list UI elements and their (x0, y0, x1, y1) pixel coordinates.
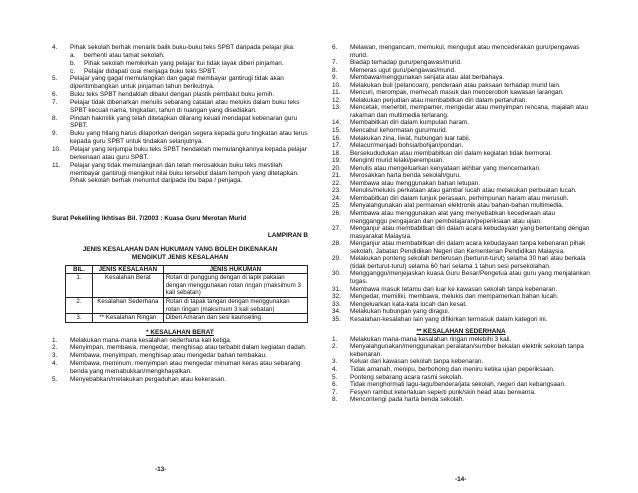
sederhana-heading: ** KESALAHAN SEDERHANA (416, 328, 506, 336)
list-item: 8. Pindah hakmilik yang telah ditetapkan dilarang keuali mendapat kebenaran guru SPBT. (52, 114, 298, 130)
list-item: 7. Fesyen rambut keterlaluan seperti punk/skin head atau berwarna. (332, 388, 536, 396)
circular-title: Surat Pekeliling Ikhtisas Bil. 7/2003 : Kuasa Guru Merotan Murid (52, 215, 247, 223)
list-item: 1. Melakukan mana-mana kesalahan sederhana kali ketiga. (52, 336, 232, 344)
table-title-line2: MENGIKUT JENIS KESALAHAN (131, 253, 229, 261)
page-number-left: -13- (155, 466, 167, 473)
list-item: 16. Melakukan zina, liwat, hubungan luar tabii. (332, 134, 471, 142)
list-item: 1. Melakukan mana-mana kesalahan ringan melebihi 3 kali. (332, 335, 512, 343)
page-number-right: -14- (455, 476, 467, 483)
list-item: 28. Menganjur atau membabitkan diri dalam acara kebudayaan tanpa kebenaran pihak sekolah, Jabatan Pendidikan Negeri dan Kementerian Pendidikan Malaysia. (332, 240, 586, 255)
sederhana-list (332, 336, 590, 404)
list-item: 2. Menyalahgunakan/menggunakan peralatan/sumber bekalan elektrik sekolah tanpa kebenaran. (332, 343, 584, 358)
punishment-table (65, 265, 308, 323)
list-item: 34. Melakukan hubungan yang diragui. (332, 308, 450, 316)
list-item: 26. Membawa atau menggunakan alat yang menyebabkan kecederaan atau mengganggu pengajaran dan pembelajaran/peperiksaan atau ujian. (332, 210, 555, 225)
list-item: 21. Merosakkan harta benda sekolah/guru. (332, 172, 461, 180)
list-item: 33. Mengeluarkan kata-kata lucah dan kesat. (332, 300, 467, 308)
list-item: 35. Kesalahan-kesalahan lain yang difikirkan termasuk dalam kategori ini. (332, 315, 548, 323)
table-row: 1. Kesalahan Berat Rotan di punggung dengan di lapik pakaian dengan menggunakan rotan ringan (maksimum 3 kali sebatan) (66, 274, 308, 298)
list-item: 8. Memeras ugut guru/pengawas/murid. (332, 66, 456, 74)
list-item: 19. Menginti murid lelaki/perempuan. (332, 157, 445, 165)
list-item: 3. Membawa, menyimpan, menghisap atau mengedar bahan tembakau. (52, 352, 267, 360)
list-item: 4. Tidak amanah, menipu, berbohong dan meniru ketika ujian peperiksaan. (332, 365, 555, 373)
list-item: 32. Mengedar, memiliki, membawa, melukis dan mempamerkan bahan lucah. (332, 293, 559, 301)
lampiran-label: LAMPIRAN B (267, 232, 308, 240)
list-item: 10. Pelajar yang terjumpa buku teks SPBT hendaklah memulangkannya kepada pelajar berkenaan atau guru SPBT. (52, 145, 307, 161)
list-item: 5. Menyebabkan/melakukan pergaduhan atau kekerasan. (52, 375, 226, 383)
table-header-row: BIL. JENIS KESALAHAN JENIS HUKUMAN (66, 265, 308, 274)
list-item: 17. Melacur/menjadi bohsia/bohjan/pondan. (332, 142, 464, 150)
left-column (52, 44, 308, 384)
list-item: 10. Melakukan buli (pelancoan), penderaan atau paksaan terhadap murid lain. (332, 81, 561, 89)
sub-list-item: c. Pelajar didapati cuai menjaga buku teks SPBT. (70, 67, 217, 75)
list-item: 5. Ponteng sebarang acara rasmi sekolah. (332, 373, 463, 381)
right-column (332, 44, 590, 404)
list-item: 31. Membawa masuk tetamu dari luar ke kawasan sekolah tanpa kebenaran. (332, 285, 558, 293)
list-item: 6. Buku teks SPBT hendaklah dibalut dengan plastik pembalut buku jernih. (52, 91, 275, 99)
list-item: 20. Menulis atau mengeluarkan kenyataan akhbar yang mencemarkan. (332, 164, 541, 172)
sub-list-item: b. Pihak sekolah memikirkan yang pelajar itui tidak layak diberi pinjaman. (70, 59, 284, 67)
list-item: 27. Menganjur atau membabitkan diri dalam acara kebudayaan yang bertentang dengan masyarakat Malaysia. (332, 225, 590, 240)
table-title: JENIS KESALAHAN DAN HUKUMAN YANG BOLEH DIKENAKAN (82, 245, 278, 253)
list-item: 6. Melawan, mengancam, memukul, mengugut atau mencederakan guru/pengawas murid. (332, 44, 580, 59)
berat-heading: * KESALAHAN BERAT (146, 328, 214, 336)
list-item: 12. Melakukan perjudian atau membabitkan diri dalam pertaruhan. (332, 96, 528, 104)
list-item: 25. Menyalahgunakan alat permainan elektronik atau bahan-bahan multimedia. (332, 202, 564, 210)
list-item: 24. Membabitkan diri dalam tunjuk perasaan, perhimpunan haram atau merusuh. (332, 194, 569, 202)
table-row: 3. ** Kesalahan Ringan Diberi Amaran dan sesi kaunseling (66, 314, 308, 323)
list-item: 4. Pihak sekolah berhak menarik balik buku-buku teks SPBT daripada pelajar jika: (52, 44, 295, 51)
table-row: 2. Kesalahan Sederhana Rotan di tapak tangan dengan menggunakan rotan ringan (maksimum 3 kali sebatan) (66, 297, 308, 313)
list-item: 3. Keluar dari kawasan sekolah tanpa kebenaran. (332, 358, 484, 366)
list-item: 7. Pelajar tidak dibenarkan menulis sebarang catatan atau melukis dalam buku teks SPBT kecuali nama, tingkatan, tahun di ruangan yang disediakan. (52, 98, 300, 114)
list-item: 2. Menyimpan, membawa, mengedar, menghisap atau terbabit dalam kegiatan dadah. (52, 344, 307, 352)
list-item: 23. Menulis/melukis perkataan atau gambar lucah atau melakukan perbuatan lucah. (332, 187, 577, 195)
list-item: 18. Bersekududukan atau membabitkan diri dalam kegiatan tidak bermoral. (332, 149, 552, 157)
list-item: 14. Membabitkan diri dalam kumpulan haram. (332, 119, 469, 127)
list-item: 15. Mencabul kehormatan guru/murid. (332, 127, 448, 135)
list-item: 5. Pelajar yang gagal memulangkan dan gagal membayar gantirugi tidak akan diperitimbangkan untuk pinjaman tahun berikutnya. (52, 75, 284, 91)
list-item: 22. Membawa atau menggunakan bahan letupan. (332, 179, 481, 187)
list-item: 9. Membawa/menggunakan senjata atau alat berbahaya. (332, 74, 505, 82)
list-item: 30. Mengganggu/menjejaskan kuasa Guru Besar/Pengetua atau guru yang menjalankan tugas. (332, 270, 590, 285)
list-item: 7. Biadap terhadap guru/pengawas/murid. (332, 59, 462, 67)
list-item: 9. Buku yang hilang harus dilaporkan dengan segera kepada guru tingkatan atau terus kepada guru SPBT untuk tindakan selanjutnya. (52, 130, 308, 146)
list-item: 8. Mencontengi pada harta benda sekolah. (332, 396, 465, 404)
list-item: 6. Tidak menghormati lagu-lagu/bendera/jata sekolah, negeri dan kebangsaan. (332, 381, 566, 389)
list-item: 11. Mencuri, merompak, memecah masuk dan menceroboh kawasan larangan. (332, 89, 564, 97)
list-item: 11. Pelajar yang tidak memulangkan dan telah merosakkan buku teks mestilah membayar gantirugi mengikut nilai buku tersebut dalam tempoh yang ditetapkan. Pihak sekolah berhak menuntut daripada ibu bapa / penjaga. (52, 161, 299, 185)
list-item: 13. Mencetak, menerbit, mempamer, mengedar atau menyimpan rencana, majalah atau rakaman dan multimedia terlarang. (332, 104, 588, 119)
sub-list-item: a. berhenti atau tamat sekolah. (70, 51, 165, 59)
right-list (332, 44, 590, 323)
list-item: 29. Melakukan ponteng sekolah berterusan (berturut-turut) selama 30 hari atau berkala (tidak berturut-turut) selama 60 hari selama 1 tahun sesi persekolahan. (332, 255, 586, 270)
list-item: 4. Membawa, meminum, menyimpan atau mengedar minuman keras atau sebarang benda yang memabukkan/mengkhayalkan. (52, 360, 301, 375)
